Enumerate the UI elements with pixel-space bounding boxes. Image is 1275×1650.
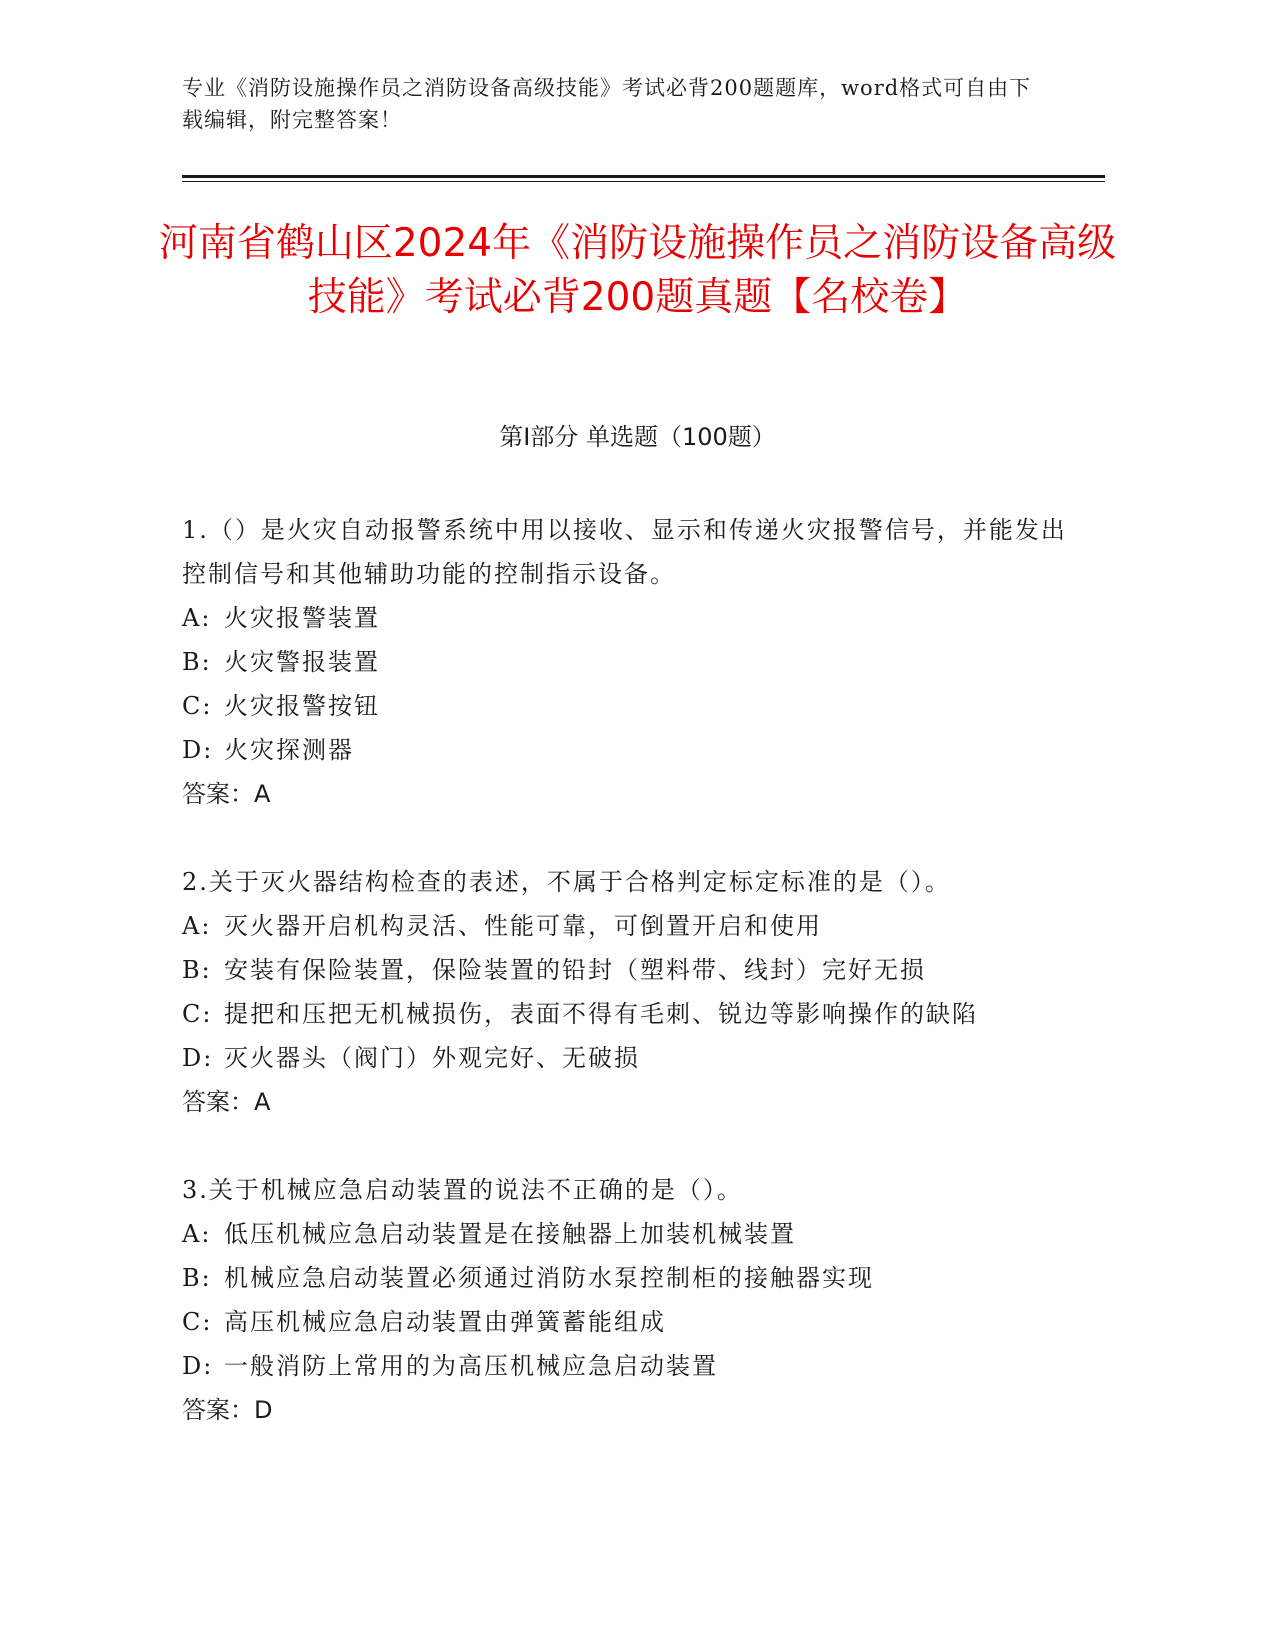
option-letter: D: bbox=[182, 1352, 214, 1380]
option-d bbox=[182, 1344, 1082, 1388]
option-letter: B: bbox=[182, 648, 212, 676]
question-stem: 1.（）是火灾自动报警系统中用以接收、显示和传递火灾报警信号，并能发出控制信号和其他辅助功能的控制指示设备。 bbox=[182, 516, 1067, 588]
question-stem: 3.关于机械应急启动装置的说法不正确的是（）。 bbox=[182, 1176, 743, 1204]
option-letter: C: bbox=[182, 1000, 213, 1028]
option-text: 灭火器头（阀门）外观完好、无破损 bbox=[224, 1044, 640, 1072]
option-text: 机械应急启动装置必须通过消防水泵控制柜的接触器实现 bbox=[224, 1264, 874, 1292]
section-title: 第Ⅰ部分 单选题（100题） bbox=[499, 423, 776, 451]
option-b bbox=[182, 640, 1082, 684]
option-letter: A: bbox=[182, 1220, 212, 1248]
option-d bbox=[182, 728, 1082, 772]
option-letter: D: bbox=[182, 736, 214, 764]
question-stem: 2.关于灭火器结构检查的表述，不属于合格判定标定标准的是（）。 bbox=[182, 868, 951, 896]
answer-label: 答案： bbox=[182, 780, 254, 808]
option-d bbox=[182, 1036, 1082, 1080]
document-title: 河南省鹤山区2024年《消防设施操作员之消防设备高级技能》考试必背200题真题【名校卷】 bbox=[158, 221, 1117, 320]
option-b bbox=[182, 1256, 1082, 1300]
header-rule-thin bbox=[182, 181, 1105, 182]
question-3 bbox=[182, 1168, 1082, 1432]
question-2 bbox=[182, 860, 1082, 1124]
option-letter: C: bbox=[182, 692, 213, 720]
answer-line bbox=[182, 772, 1082, 816]
option-letter: B: bbox=[182, 956, 212, 984]
option-letter: A: bbox=[182, 912, 212, 940]
answer-value: A bbox=[254, 1088, 271, 1116]
option-letter: A: bbox=[182, 604, 212, 632]
option-a bbox=[182, 904, 1082, 948]
question-list bbox=[182, 508, 1082, 1476]
option-a bbox=[182, 1212, 1082, 1256]
header-note: 专业《消防设施操作员之消防设备高级技能》考试必背200题题库，word格式可自由下载编辑，附完整答案！ bbox=[182, 76, 1032, 132]
option-text: 低压机械应急启动装置是在接触器上加装机械装置 bbox=[224, 1220, 796, 1248]
answer-line bbox=[182, 1388, 1082, 1432]
option-a bbox=[182, 596, 1082, 640]
option-text: 安装有保险装置，保险装置的铅封（塑料带、线封）完好无损 bbox=[224, 956, 926, 984]
option-letter: C: bbox=[182, 1308, 213, 1336]
option-letter: D: bbox=[182, 1044, 214, 1072]
answer-value: A bbox=[254, 780, 271, 808]
option-text: 火灾警报装置 bbox=[224, 648, 380, 676]
option-text: 高压机械应急启动装置由弹簧蓄能组成 bbox=[224, 1308, 666, 1336]
answer-label: 答案： bbox=[182, 1396, 254, 1424]
option-b bbox=[182, 948, 1082, 992]
header-rule-thick bbox=[182, 175, 1105, 178]
option-c bbox=[182, 684, 1082, 728]
option-text: 火灾探测器 bbox=[224, 736, 354, 764]
option-text: 提把和压把无机械损伤，表面不得有毛刺、锐边等影响操作的缺陷 bbox=[224, 1000, 978, 1028]
option-letter: B: bbox=[182, 1264, 212, 1292]
option-text: 火灾报警装置 bbox=[224, 604, 380, 632]
option-c bbox=[182, 992, 1082, 1036]
answer-line bbox=[182, 1080, 1082, 1124]
question-1 bbox=[182, 508, 1082, 816]
option-text: 一般消防上常用的为高压机械应急启动装置 bbox=[224, 1352, 718, 1380]
answer-label: 答案： bbox=[182, 1088, 254, 1116]
option-c bbox=[182, 1300, 1082, 1344]
answer-value: D bbox=[254, 1396, 273, 1424]
option-text: 火灾报警按钮 bbox=[224, 692, 380, 720]
option-text: 灭火器开启机构灵活、性能可靠，可倒置开启和使用 bbox=[224, 912, 822, 940]
